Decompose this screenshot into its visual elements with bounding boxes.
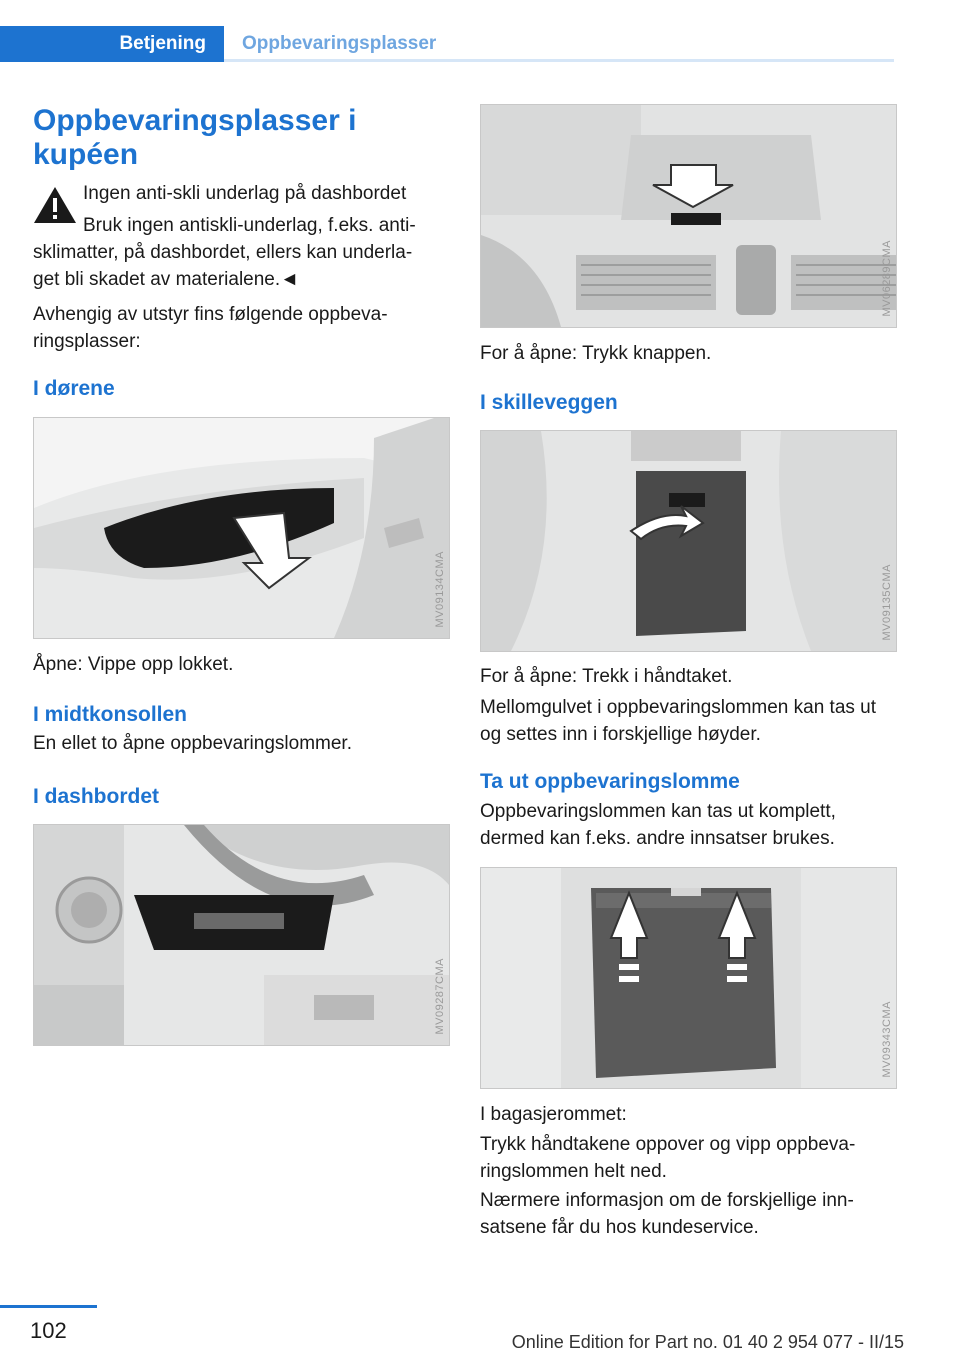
- remove-text: Oppbevaringslommen kan tas ut komplett, dermed kan f.eks. andre innsatser brukes.: [480, 801, 836, 849]
- page-title: Oppbevaringsplasser i kupéen: [33, 104, 357, 171]
- figure-remove-compartment: [480, 867, 897, 1089]
- remove-note: Nærmere informasjon om de forskjellige inn-satsene får du hos kundeservice.: [480, 1190, 854, 1238]
- doors-caption: Åpne: Vippe opp lokket.: [33, 654, 234, 675]
- partition-caption: For å åpne: Trekk i håndtaket.: [480, 666, 733, 687]
- tab-betjening[interactable]: Betjening: [0, 26, 224, 62]
- heading-partition: I skilleveggen: [480, 391, 618, 414]
- figure-dashboard-compartment: [33, 824, 450, 1046]
- partition-text: Mellomgulvet i oppbevaringslommen kan tas ut og settes inn i forskjellige høyder.: [480, 697, 877, 745]
- page-header: [0, 26, 894, 62]
- page-number: 102: [30, 1318, 67, 1343]
- figure-id: MV06289CMA: [881, 240, 893, 317]
- warning-icon: [33, 186, 77, 224]
- dash-button-caption: For å åpne: Trykk knappen.: [480, 343, 712, 364]
- figure-id: MV09134CMA: [434, 551, 446, 628]
- heading-console: I midtkonsollen: [33, 703, 188, 726]
- figure-id: MV09135CMA: [881, 564, 893, 641]
- heading-doors: I dørene: [33, 377, 115, 400]
- tab-oppbevaringsplasser[interactable]: Oppbevaringsplasser: [242, 33, 437, 54]
- warning-body: sklimatter, på dashbordet, ellers kan underla-get bli skadet av materialene.◄: [33, 242, 413, 290]
- warning-heading: Ingen anti-skli underlag på dashbordet: [83, 183, 407, 204]
- warning-body-line1: Bruk ingen antiskli-underlag, f.eks. anti-: [83, 215, 416, 236]
- header-rule: [224, 59, 894, 62]
- footer-bar: [0, 1305, 97, 1308]
- figure-partition-compartment: [480, 430, 897, 652]
- intro-text: Avhengig av utstyr fins følgende oppbeva-ringsplasser:: [33, 304, 388, 352]
- figure-dashboard-button: [480, 104, 897, 328]
- remove-step: Trykk håndtakene oppover og vipp oppbeva-ringslommen helt ned.: [480, 1134, 856, 1182]
- figure-id: MV09343CMA: [881, 1001, 893, 1078]
- figure-door-compartment: [33, 417, 450, 639]
- remove-caption: I bagasjerommet:: [480, 1104, 627, 1125]
- footer-edition: Online Edition for Part no. 01 40 2 954 077 - II/15: [511, 1332, 904, 1352]
- heading-dashboard: I dashbordet: [33, 785, 160, 808]
- heading-remove: Ta ut oppbevaringslomme: [480, 770, 740, 793]
- console-text: En ellet to åpne oppbevaringslommer.: [33, 733, 352, 754]
- figure-id: MV09287CMA: [434, 958, 446, 1035]
